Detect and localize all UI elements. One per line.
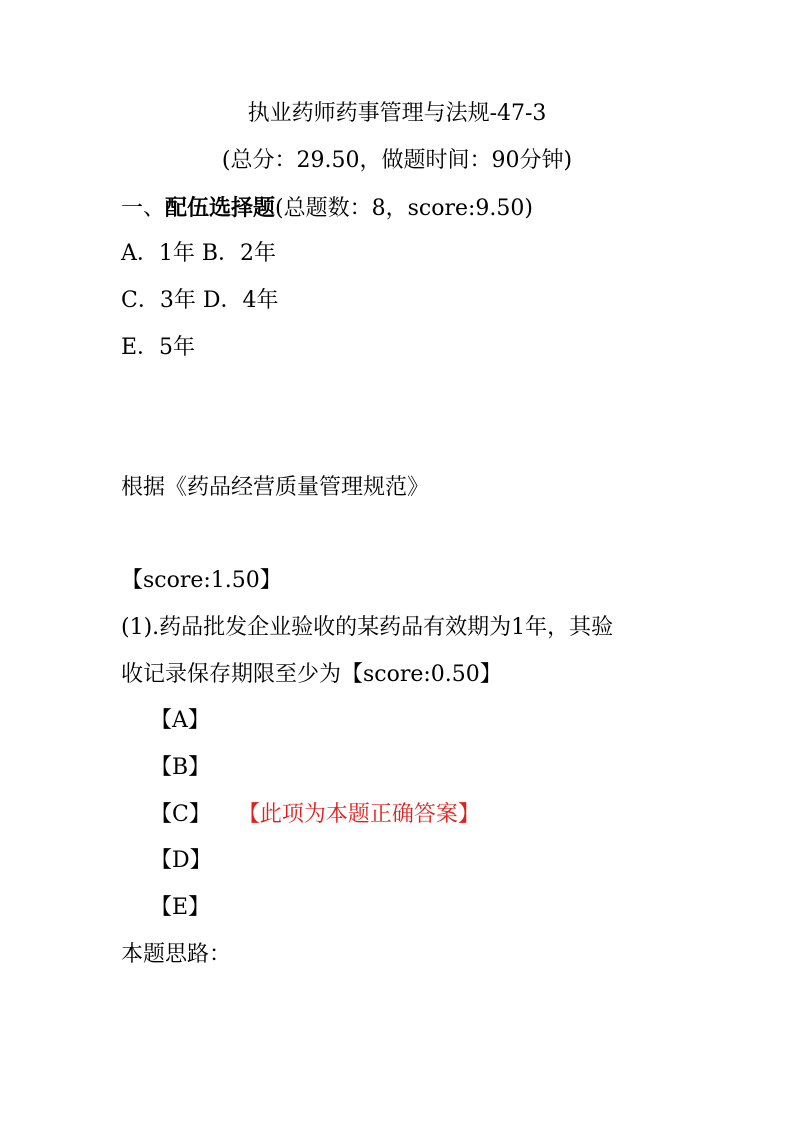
- section-info: (总题数：8，score:9.50): [275, 196, 533, 221]
- document-title: 执业药师药事管理与法规-47-3: [247, 101, 547, 126]
- section-name: 配伍选择题: [165, 195, 276, 221]
- choice-line: C．3年 D．4年: [121, 288, 279, 313]
- group-score: 【score:1.50】: [121, 568, 282, 593]
- choice-line: A．1年 B．2年: [121, 241, 277, 266]
- option-e: 【E】: [150, 895, 211, 920]
- option-b: 【B】: [150, 755, 211, 780]
- section-prefix: 一、: [121, 196, 166, 221]
- explanation-label: 本题思路：: [121, 942, 232, 967]
- question-text-line2: 收记录保存期限至少为【score:0.50】: [121, 662, 502, 687]
- choice-line: E．5年: [121, 335, 196, 360]
- option-c: [150, 800, 480, 830]
- document-subtitle: (总分：29.50，做题时间：90分钟): [221, 148, 573, 173]
- question-stem: 根据《药品经营质量管理规范》: [121, 475, 430, 500]
- option-c-label: 【C】: [150, 802, 211, 827]
- option-d: 【D】: [150, 848, 212, 873]
- section-header: [121, 193, 533, 224]
- correct-answer-note: 【此项为本题正确答案】: [248, 802, 480, 827]
- option-a: 【A】: [150, 708, 210, 733]
- question-text-line1: (1).药品批发企业验收的某药品有效期为1年，其验: [121, 615, 614, 640]
